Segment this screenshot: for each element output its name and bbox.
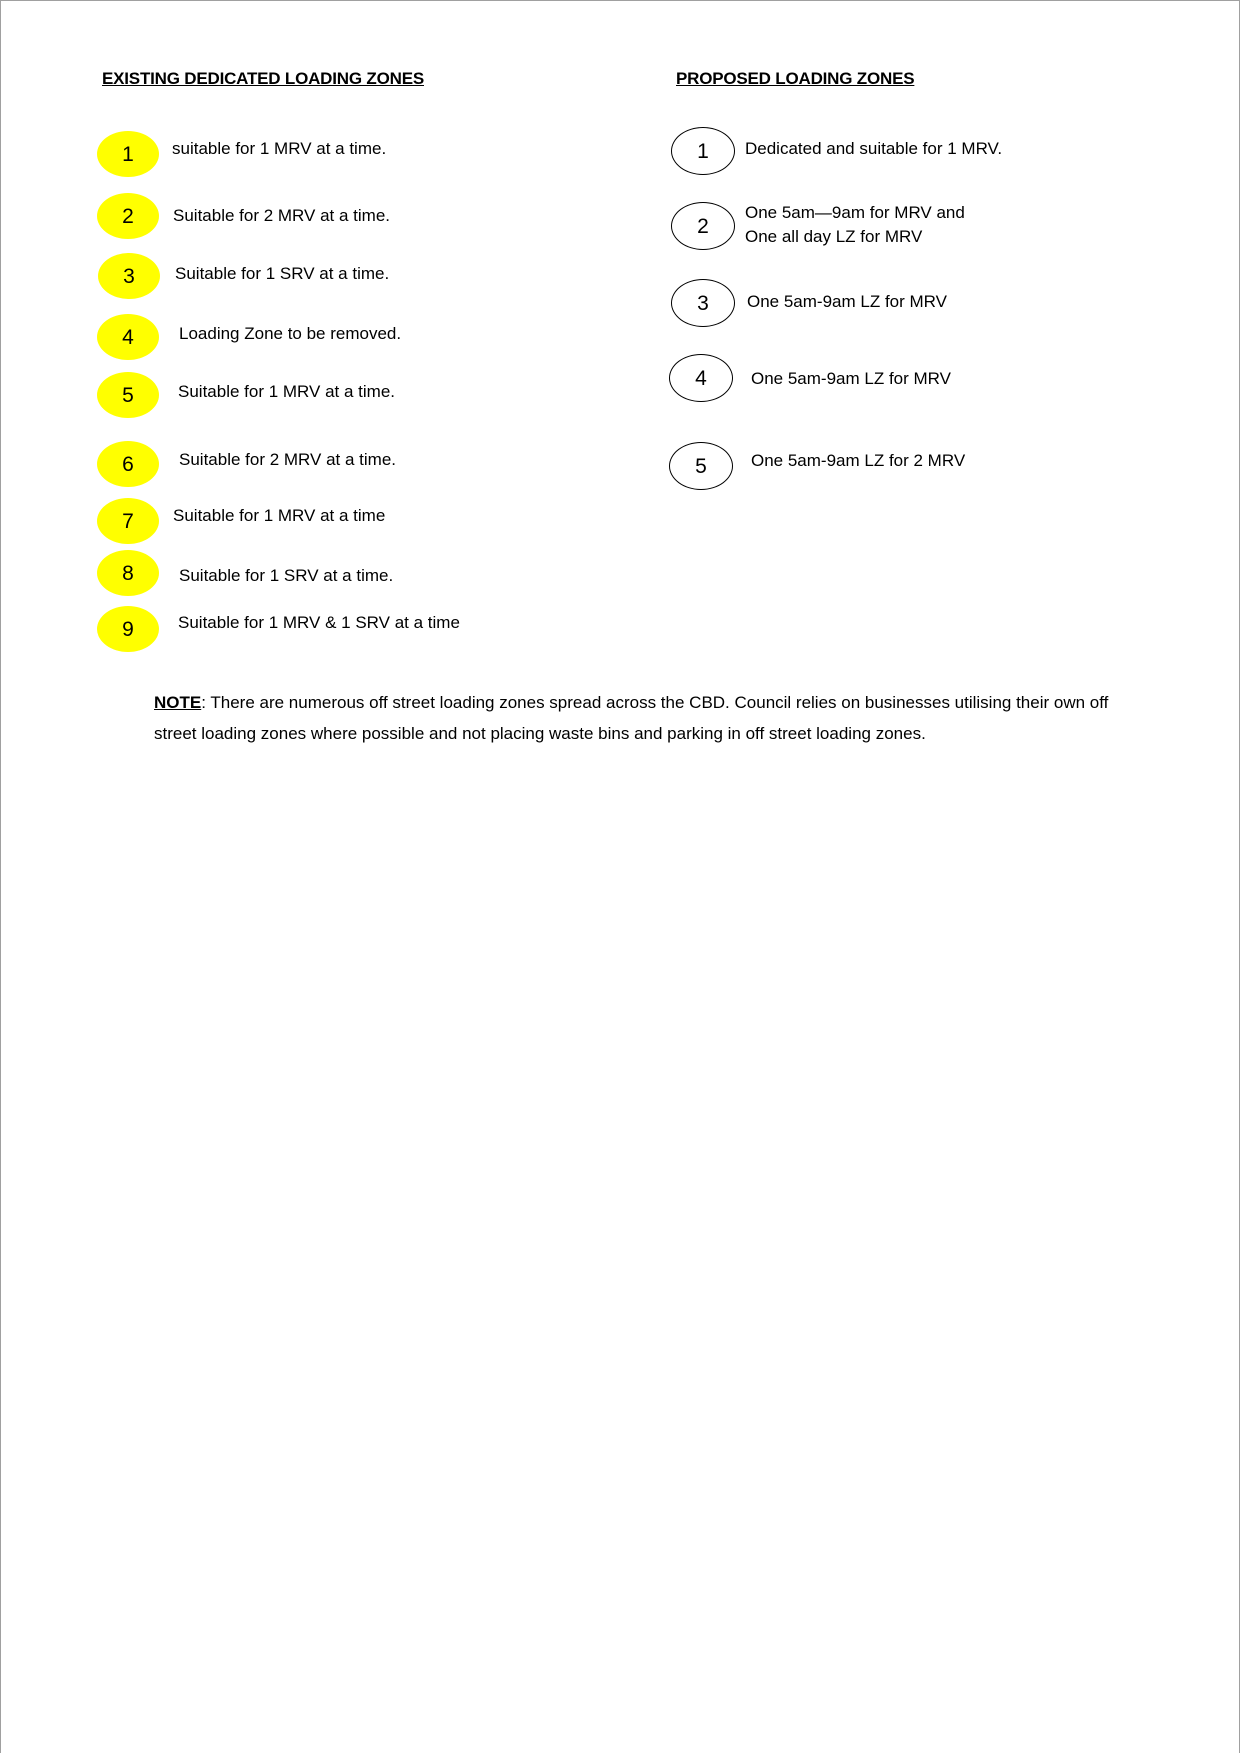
existing-zone-badge-5: 5 [97, 372, 159, 418]
existing-zone-label-6: Suitable for 2 MRV at a time. [179, 450, 397, 469]
note-paragraph [154, 687, 1114, 749]
note-label: NOTE [154, 693, 202, 712]
existing-zone-label-2: Suitable for 2 MRV at a time. [173, 206, 391, 225]
existing-zone-label-5: Suitable for 1 MRV at a time. [178, 382, 396, 401]
proposed-zone-label-1: Dedicated and suitable for 1 MRV. [745, 139, 1003, 158]
proposed-zone-badge-3: 3 [671, 279, 735, 327]
note-text: : There are numerous off street loading zones spread across the CBD. Council relies on businesses utilising their own off street loading zones where possible and not placing waste bins and parking in off street loading zones. [154, 693, 1109, 743]
existing-zone-label-8: Suitable for 1 SRV at a time. [179, 566, 394, 585]
existing-zones-heading: EXISTING DEDICATED LOADING ZONES [102, 69, 424, 88]
existing-zone-label-4: Loading Zone to be removed. [179, 324, 402, 343]
existing-zone-badge-1: 1 [97, 131, 159, 177]
proposed-zone-label-2b: One all day LZ for MRV [745, 227, 923, 246]
proposed-zone-badge-1: 1 [671, 127, 735, 175]
existing-zone-badge-9: 9 [97, 606, 159, 652]
proposed-zone-label-3: One 5am-9am LZ for MRV [747, 292, 947, 311]
existing-zone-label-7: Suitable for 1 MRV at a time [173, 506, 386, 525]
existing-zone-badge-2: 2 [97, 193, 159, 239]
proposed-zone-label-4: One 5am-9am LZ for MRV [751, 369, 951, 388]
proposed-zones-heading: PROPOSED LOADING ZONES [676, 69, 915, 88]
proposed-zone-badge-2: 2 [671, 202, 735, 250]
proposed-zone-badge-5: 5 [669, 442, 733, 490]
proposed-zone-badge-4: 4 [669, 354, 733, 402]
existing-zone-label-1: suitable for 1 MRV at a time. [172, 139, 387, 158]
existing-zone-badge-4: 4 [97, 314, 159, 360]
proposed-zone-label-2a: One 5am—9am for MRV and [745, 203, 965, 222]
existing-zone-badge-8: 8 [97, 550, 159, 596]
existing-zone-label-9: Suitable for 1 MRV & 1 SRV at a time [178, 613, 460, 632]
existing-zone-label-3: Suitable for 1 SRV at a time. [175, 264, 390, 283]
existing-zone-badge-3: 3 [98, 253, 160, 299]
existing-zone-badge-7: 7 [97, 498, 159, 544]
existing-zone-badge-6: 6 [97, 441, 159, 487]
proposed-zone-label-5: One 5am-9am LZ for 2 MRV [751, 451, 966, 470]
